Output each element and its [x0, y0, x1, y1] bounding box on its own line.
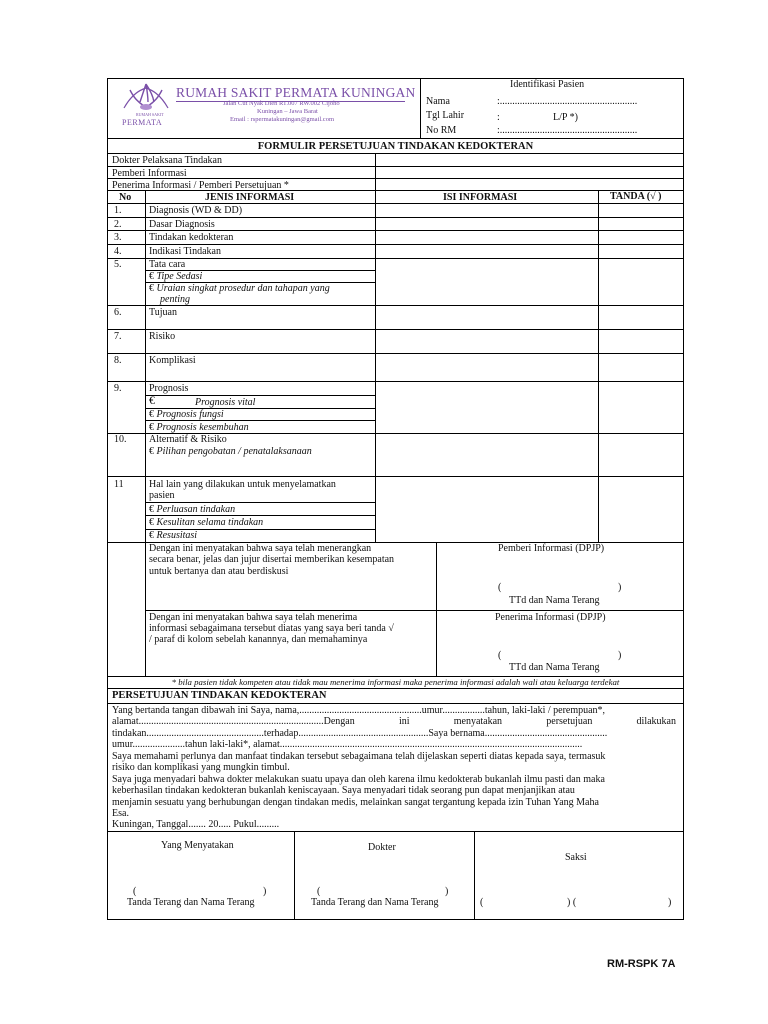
item-prognosis: Prognosis	[149, 383, 189, 394]
consent-p10: Esa.	[112, 808, 129, 819]
consent-title: PERSETUJUAN TINDAKAN KEDOKTERAN	[112, 690, 327, 701]
sig-dokter: Dokter	[368, 842, 396, 853]
consent-p1: Yang bertanda tangan dibawah ini Saya, nama,.................................................umur.................tahun, laki-laki / perempuan*,	[112, 705, 606, 716]
hospital-address-2: Kuningan – Jawa Barat	[257, 108, 318, 115]
patient-id-title: Identifikasi Pasien	[510, 79, 585, 90]
consent-p7: Saya juga menyadari bahwa dokter melakukan suatu upaya dan oleh karena ilmu kedokterab bukanlah ilmu pasti dan maka	[112, 774, 605, 785]
info-row-penerima: Penerima Informasi / Pemberi Persetujuan *	[112, 180, 289, 191]
sig-yang-menyatakan: Yang Menyatakan	[161, 840, 234, 851]
no-rm-label: No RM	[426, 125, 457, 136]
hospital-email: Email : rspermatakuningan@gmail.com	[230, 116, 334, 123]
consent-p8: keberhasilan tindakan kedokteran bukanlah keniscayaan. Saya menyadari tidak seorang pun dapat menjanjikan atau	[112, 785, 575, 796]
info-row-dokter: Dokter Pelaksana Tindakan	[112, 155, 222, 166]
col-jenis: JENIS INFORMASI	[205, 192, 295, 203]
col-no: No	[119, 192, 132, 203]
no-rm-value[interactable]: :.......................................................	[497, 125, 638, 136]
info-row-pemberi: Pemberi Informasi	[112, 168, 187, 179]
consent-p5: Saya memahami perlunya dan manfaat tindakan tersebut sebagaimana telah dijelaskan seperti diatas kepada saya, termasuk	[112, 751, 606, 762]
item-tata-cara: Tata cara	[149, 259, 186, 270]
statement-2-line2: informasi sebagaimana tersebut diatas yang saya beri tanda √	[149, 623, 394, 634]
sub-prognosis-vital: Prognosis vital	[195, 397, 256, 408]
tgl-lahir-value[interactable]: :	[497, 112, 500, 123]
col-isi: ISI INFORMASI	[443, 192, 518, 203]
sig-caption-dokter: Tanda Terang dan Nama Terang	[311, 897, 439, 908]
statement-2-line1: Dengan ini menyatakan bahwa saya telah menerima	[149, 612, 358, 623]
statement-1-line1: Dengan ini menyatakan bahwa saya telah menerangkan	[149, 543, 372, 554]
sub-prognosis-kesembuhan: € Prognosis kesembuhan	[149, 422, 249, 433]
form-code: RM-RSPK 7A	[607, 958, 676, 970]
hospital-address-1: Jalan Cut Nyak Dien RT.007 RW.002 Cijoho	[223, 100, 340, 107]
consent-p6: risiko dan komplikasi yang mungkin timbul.	[112, 762, 290, 773]
item-tujuan: Tujuan	[149, 307, 177, 318]
hospital-name: RUMAH SAKIT PERMATA KUNINGAN	[176, 85, 416, 100]
item-hal-lain: Hal lain yang dilakukan untuk menyelamatkan	[149, 479, 336, 490]
logo-text: PERMATA	[122, 118, 163, 127]
item-indikasi: Indikasi Tindakan	[149, 246, 221, 257]
footnote: * bila pasien tidak kompeten atau tidak mau menerima informasi maka penerima informasi adalah wali atau keluarga terdekat	[171, 677, 620, 687]
signer-penerima: Penerima Informasi (DPJP)	[495, 612, 606, 623]
item-komplikasi: Komplikasi	[149, 355, 196, 366]
consent-p9: menjamin sesuatu yang berhubungan dengan tindakan medis, melainkan sangat tergantung kepada izin Tuhan Yang Maha	[112, 797, 599, 808]
gender-value[interactable]: L/P *)	[553, 112, 578, 123]
sig-caption-menyatakan: Tanda Terang dan Nama Terang	[127, 897, 255, 908]
sub-kesulitan: € Kesulitan selama tindakan	[149, 517, 264, 528]
item-alternatif: Alternatif & Risiko	[149, 434, 227, 445]
tgl-lahir-label: Tgl Lahir	[426, 110, 465, 121]
item-risiko: Risiko	[149, 331, 176, 342]
signer-pemberi: Pemberi Informasi (DPJP)	[498, 543, 605, 554]
consent-p3: tindakan...............................................terhadap....................................................Saya bernama.................................................	[112, 728, 608, 739]
statement-1-line2: secara benar, jelas dan jujur disertai memberikan kesempatan	[149, 554, 395, 565]
sub-uraian-prosedur: € Uraian singkat prosedur dan tahapan yang	[149, 283, 330, 294]
sub-perluasan: € Perluasan tindakan	[149, 504, 236, 515]
sub-pilihan-pengobatan: € Pilihan pengobatan / penatalaksanaan	[149, 446, 312, 457]
sub-resusitasi: € Resusitasi	[149, 530, 198, 541]
consent-p4: umur.....................tahun laki-laki*, alamat.........................................................................................................................	[112, 739, 583, 750]
form-title: FORMULIR PERSETUJUAN TINDAKAN KEDOKTERAN	[257, 141, 534, 152]
consent-p2: alamat..........................................................................Dengan ini menyatakan persetujuan dilakukan	[112, 716, 676, 727]
nama-label: Nama	[426, 96, 450, 107]
consent-date-line[interactable]: Kuningan, Tanggal....... 20..... Pukul.........	[112, 819, 280, 830]
col-tanda: TANDA (√ )	[610, 191, 662, 202]
statement-1-line3: untuk bertanya dan atau berdiskusi	[149, 566, 289, 577]
sub-tipe-sedasi: € Tipe Sedasi	[149, 271, 203, 282]
item-dasar-diagnosis: Dasar Diagnosis	[149, 219, 215, 230]
header-divider	[420, 78, 421, 138]
caption-penerima: TTd dan Nama Terang	[509, 662, 600, 673]
item-diagnosis: Diagnosis (WD & DD)	[149, 205, 243, 216]
item-tindakan: Tindakan kedokteran	[149, 232, 234, 243]
nama-value[interactable]: :.......................................................	[497, 96, 638, 107]
sig-saksi: Saksi	[565, 852, 587, 863]
logo-small-text: RUMAH SAKIT	[136, 112, 164, 117]
statement-2-line3: / paraf di kolom sebelah kanannya, dan memahaminya	[149, 634, 368, 645]
caption-pemberi: TTd dan Nama Terang	[509, 595, 600, 606]
sub-prognosis-fungsi: € Prognosis fungsi	[149, 409, 224, 420]
